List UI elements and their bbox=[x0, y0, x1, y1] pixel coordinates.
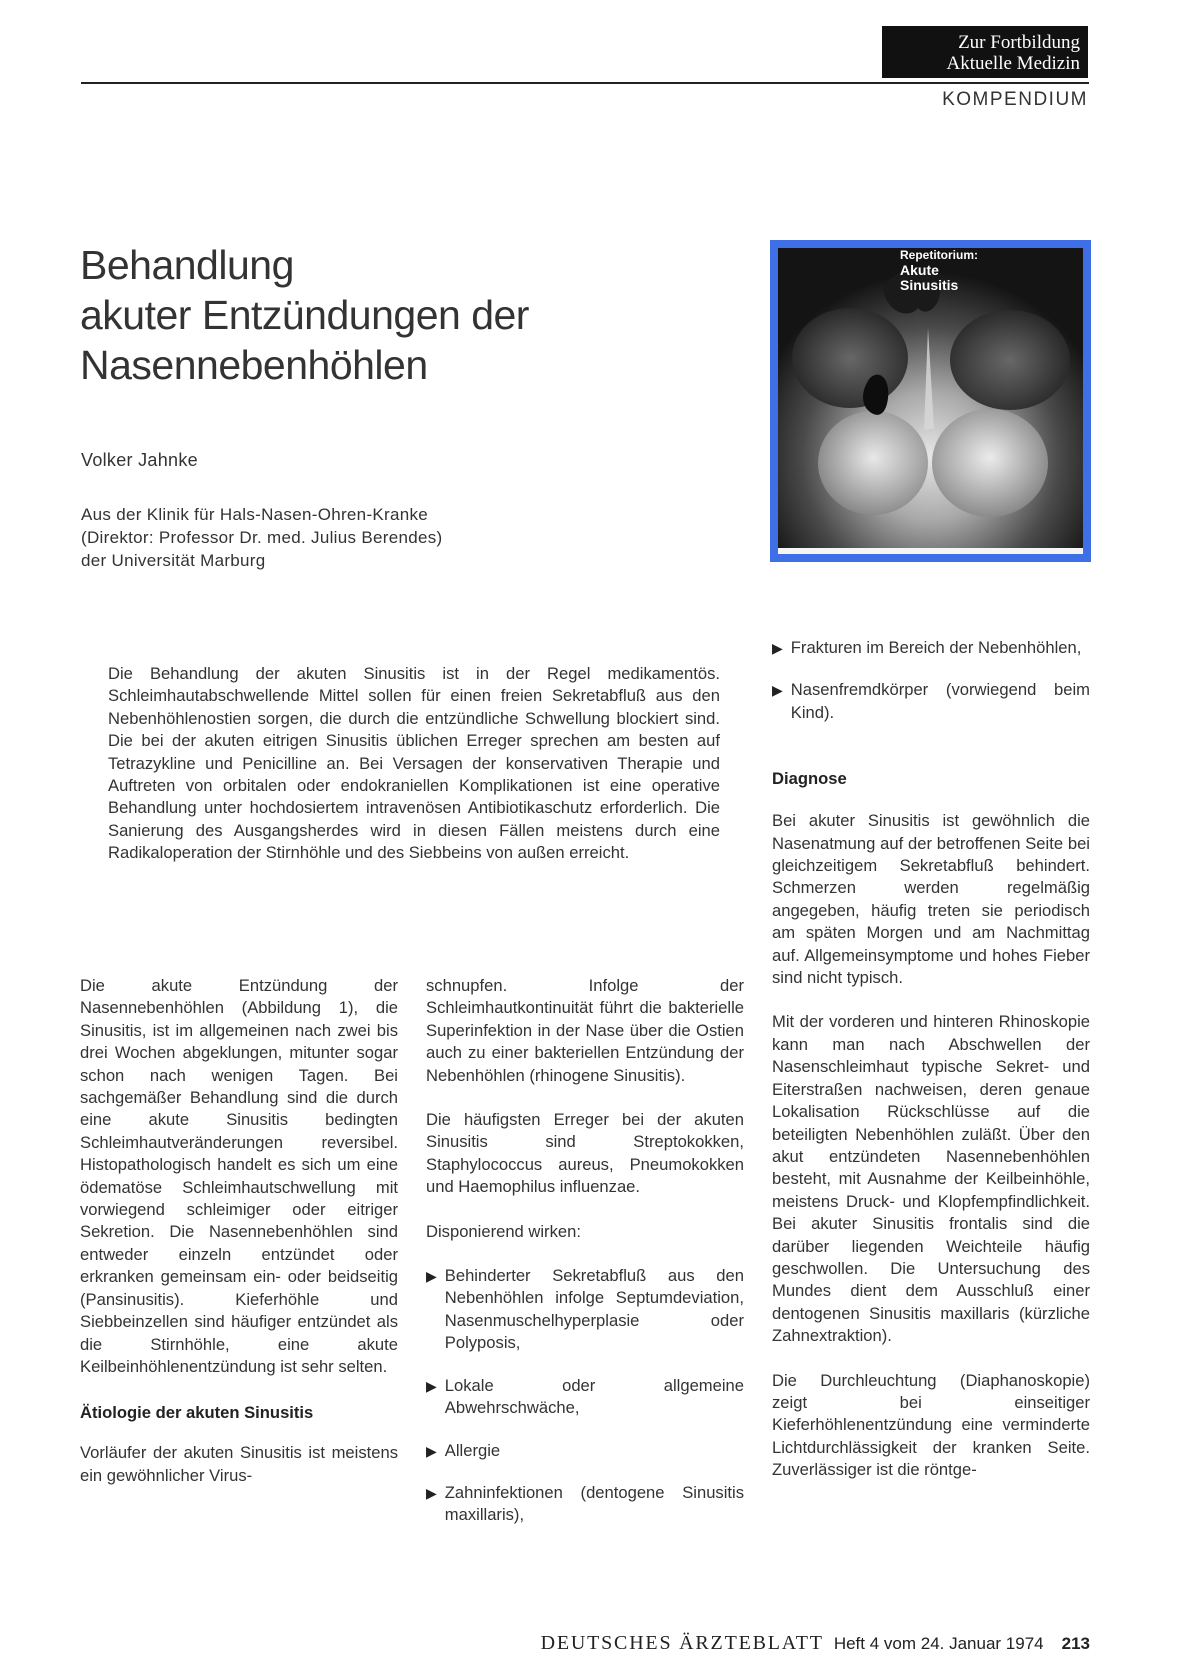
col1-paragraph-1: Die akute Entzündung der Nasennebenhöhlen (Abbildung 1), die Sinusitis, ist im allgemeinen nach zwei bis drei Wochen abgeklungen, mitunter sogar schon nach wenigen Tagen. Bei sachgemäßer Behandlung sind die durch eine akute Sinusitis bedingten Schleimhautveränderungen reversibel. Histopathologisch handelt es sich um eine ödematöse Schleimhautschwellung mit vorwiegend schleimiger oder eitriger Sekretion. Die Nasennebenhöhlen sind entweder einzeln entzündet oder erkranken gemeinsam ein- oder beidseitig (Pansinusitis). Kieferhöhle und Siebbeinzellen sind häufiger entzündet als die Stirnhöhle, eine akute Keilbeinhöhlenentzündung ist sehr selten. bbox=[80, 976, 398, 1376]
bullet-triangle-icon: ▶ bbox=[426, 1442, 437, 1459]
bullet-item bbox=[426, 1375, 744, 1420]
bullet-triangle-icon: ▶ bbox=[426, 1377, 437, 1394]
affiliation-line-3: der Universität Marburg bbox=[81, 551, 266, 570]
bullet-text: Frakturen im Bereich der Nebenhöhlen, bbox=[790, 638, 1082, 657]
issue-info: Heft 4 vom 24. Januar 1974 bbox=[833, 1634, 1044, 1653]
right-orbit bbox=[950, 310, 1070, 410]
title-line-1: Behandlung bbox=[80, 242, 294, 288]
article-title bbox=[80, 240, 700, 390]
bullet-item bbox=[772, 637, 1090, 659]
bullet-item bbox=[426, 1440, 744, 1462]
bullet-text: Zahninfektionen (dentogene Sinusitis maxillaris), bbox=[444, 1482, 744, 1525]
col3-heading: Diagnose bbox=[772, 769, 847, 789]
badge-line-1: Zur Fortbildung bbox=[958, 32, 1080, 53]
bullet-text: Behinderter Sekretabfluß aus den Nebenhöhlen infolge Septumdeviation, Nasenmuschelhyperplasie oder Polyposis, bbox=[444, 1266, 744, 1353]
col1-heading: Ätiologie der akuten Sinusitis bbox=[80, 1403, 314, 1423]
col2-paragraph-2: Die häufigsten Erreger bei der akuten Sinusitis sind Streptokokken, Staphylococcus aureus, Pneumokokken und Haemophilus influenzae. bbox=[426, 1110, 744, 1197]
badge-line-2: Aktuelle Medizin bbox=[946, 53, 1080, 74]
page-footer bbox=[466, 1632, 1090, 1655]
bullet-text: Nasenfremdkörper (vorwiegend beim Kind). bbox=[790, 680, 1090, 722]
section-badge bbox=[882, 26, 1088, 78]
figure-caption-line-2: Akute Sinusitis bbox=[900, 262, 959, 293]
author-name: Volker Jahnke bbox=[81, 450, 198, 470]
bullet-triangle-icon: ▶ bbox=[772, 640, 783, 656]
body-column-1 bbox=[80, 975, 398, 1509]
xray-image bbox=[778, 248, 1083, 554]
article-abstract: Die Behandlung der akuten Sinusitis ist in der Regel medikamentös. Schleimhautabschwellende Mittel sollen für einen freien Sekretabfluß aus den Nebenhöhlenostien sorgen, die durch die entzündliche Schwellung blockiert sind. Die bei der akuten eitrigen Sinusitis üblichen Erreger sprechen am besten auf Tetrazykline und Penicilline an. Bei Versagen der konservativen Therapie und Auftreten von orbitalen oder endokraniellen Komplikationen ist eine operative Behandlung unter hochdosiertem intravenösen Antibiotikaschutz erforderlich. Die Sanierung des Ausgangsherdes wird in diesen Fällen meistens durch eine Radikaloperation der Stirnhöhle und des Siebbeins von außen erreicht. bbox=[108, 664, 720, 863]
title-line-3: Nasennebenhöhlen bbox=[80, 342, 428, 388]
bullet-item bbox=[426, 1482, 744, 1527]
journal-name: DEUTSCHES ÄRZTEBLATT bbox=[540, 1632, 824, 1654]
col3-paragraph-1: Bei akuter Sinusitis ist gewöhnlich die Nasenatmung auf der betroffenen Seite bei gleichzeitigem Sekretabfluß behindert. Schmerzen werden regelmäßig angegeben, häufig treten sie periodisch am späten Morgen und am Nachmittag auf. Allgemeinsymptome und hohes Fieber sind nicht typisch. bbox=[772, 811, 1090, 988]
affiliation-line-1: Aus der Klinik für Hals-Nasen-Ohren-Kranke bbox=[81, 505, 429, 524]
left-maxillary-sinus bbox=[818, 411, 928, 515]
page-number: 213 bbox=[1061, 1634, 1090, 1653]
left-orbit bbox=[792, 308, 908, 408]
title-line-2: akuter Entzündungen der bbox=[80, 292, 529, 338]
body-column-2 bbox=[426, 975, 744, 1547]
col3-paragraph-2: Mit der vorderen und hinteren Rhinoskopie kann man nach Abschwellen der Nasenschleimhaut typische Sekret- und Eiterstraßen nachweisen, deren genaue Lokalisation Rückschlüsse auf die beteiligten Nebenhöhlen zuläßt. Über den akut entzündeten Nasennebenhöhlen besteht, mit Ausnahme der Keilbeinhöhle, meistens Druck- und Klopfempfindlichkeit. Bei akuter Sinusitis frontalis sind die darüber liegenden Weichteile häufig geschwollen. Die Untersuchung des Mundes dient dem Ausschluß einer dentogenen Sinusitis maxillaris (kürzliche Zahnextraktion). bbox=[772, 1012, 1090, 1346]
right-maxillary-sinus bbox=[932, 409, 1048, 517]
col2-paragraph-1: schnupfen. Infolge der Schleimhautkontinuität führt die bakterielle Superinfektion in der Nase über die Ostien auch zu einer bakteriellen Entzündung der Nebenhöhlen (rhinogene Sinusitis). bbox=[426, 976, 744, 1085]
figure-caption-line-1: Repetitorium: bbox=[900, 248, 978, 262]
bullet-triangle-icon: ▶ bbox=[426, 1268, 437, 1285]
affiliation-line-2: (Direktor: Professor Dr. med. Julius Berendes) bbox=[81, 528, 443, 547]
bullet-text: Allergie bbox=[444, 1440, 501, 1460]
bullet-triangle-icon: ▶ bbox=[426, 1484, 437, 1501]
col3-paragraph-3: Die Durchleuchtung (Diaphanoskopie) zeigt bei einseitiger Kieferhöhlenentzündung eine verminderte Lichtdurchlässigkeit der kranken Seite. Zuverlässiger ist die röntge- bbox=[772, 1370, 1090, 1480]
header-rule bbox=[81, 82, 1089, 84]
section-label: KOMPENDIUM bbox=[942, 89, 1088, 110]
col1-paragraph-2: Vorläufer der akuten Sinusitis ist meistens ein gewöhnlicher Virus- bbox=[80, 1443, 398, 1485]
bullet-text: Lokale oder allgemeine Abwehrschwäche, bbox=[444, 1375, 744, 1418]
bullet-item bbox=[772, 679, 1090, 724]
body-column-3 bbox=[772, 637, 1090, 1504]
bullet-triangle-icon: ▶ bbox=[772, 682, 783, 699]
figure-caption bbox=[900, 248, 998, 293]
author-affiliation bbox=[81, 503, 442, 572]
col2-paragraph-3: Disponierend wirken: bbox=[426, 1221, 581, 1241]
bullet-item bbox=[426, 1265, 744, 1355]
xray-bottom-edge bbox=[778, 548, 1083, 554]
